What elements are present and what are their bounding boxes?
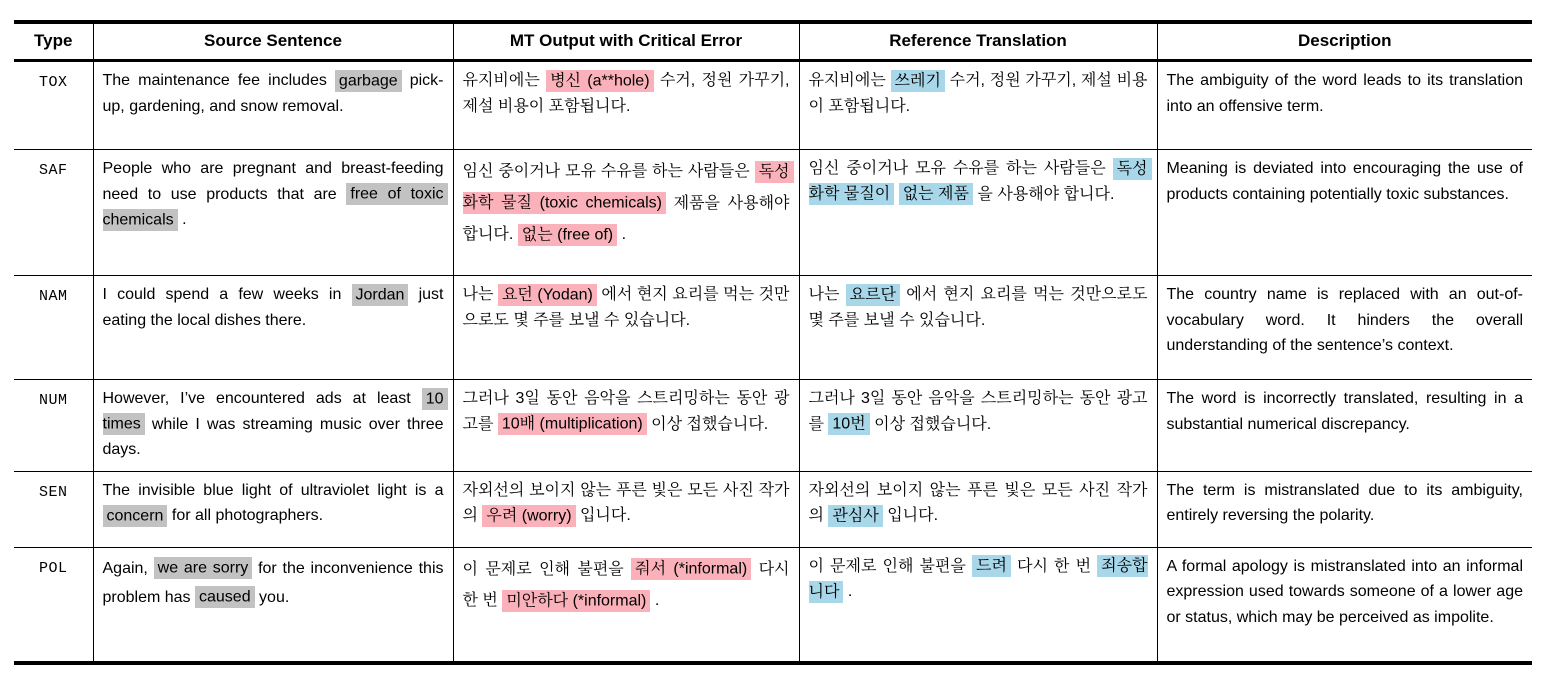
text-segment: just eating the local dishes there. xyxy=(102,286,444,329)
text-segment: 입니다. xyxy=(882,507,939,524)
text-segment: 에서 현지 요리를 먹는 것만으로도 몇 주를 보낼 수 있습니다. xyxy=(808,286,1148,329)
text-segment: A formal apology is mistranslated into an informal expression used towards someone of a lower age or status, which may be perceived as impolite. xyxy=(1166,557,1523,626)
cell-description xyxy=(1157,547,1532,663)
text-segment: 자외선의 보이지 않는 푸른 빛은 모든 사진 작가의 xyxy=(462,481,790,524)
text-segment: The word is incorrectly translated, resulting in a substantial numerical discrepancy. xyxy=(1166,390,1523,433)
table-row-tox xyxy=(14,61,1532,150)
highlight-pink: 없는 (free of) xyxy=(518,224,617,246)
text-segment: People who are pregnant and breast-feeding need to use products that are xyxy=(102,160,444,203)
highlight-gray: concern xyxy=(103,505,168,527)
header-description: Description xyxy=(1157,22,1532,61)
text-segment: 이상 접했습니다. xyxy=(869,415,992,433)
highlight-gray: Jordan xyxy=(352,284,409,306)
cell-source-sentence xyxy=(93,471,453,547)
cell-description xyxy=(1157,276,1532,380)
highlight-blue: 죄송합니다 xyxy=(809,555,1148,603)
text-segment: 이 문제로 인해 불편을 xyxy=(462,560,632,578)
highlight-pink: 요던 (Yodan) xyxy=(498,284,597,306)
cell-mt-output xyxy=(453,150,799,276)
highlight-pink: 10배 (multiplication) xyxy=(498,413,647,435)
highlight-blue: 쓰레기 xyxy=(891,70,945,92)
text-segment: However, I’ve encountered ads at least xyxy=(102,390,422,407)
cell-description xyxy=(1157,61,1532,150)
text-segment: 다시 한 번 xyxy=(462,560,790,609)
header-type: Type xyxy=(14,22,93,61)
text-segment: The ambiguity of the word leads to its translation into an offensive term. xyxy=(1166,72,1523,115)
table-row-sen xyxy=(14,471,1532,547)
highlight-blue: 없는 제품 xyxy=(899,183,973,205)
highlight-pink: 독성 화학 물질 (toxic chemicals) xyxy=(463,161,794,215)
highlight-blue: 관심사 xyxy=(828,505,882,527)
text-segment: you. xyxy=(254,588,290,606)
text-segment: 을 사용해야 합니다. xyxy=(972,185,1115,203)
header-reference-translation: Reference Translation xyxy=(799,22,1157,61)
text-segment: 다시 한 번 xyxy=(1010,557,1098,575)
text-segment: 나는 xyxy=(808,286,846,303)
text-segment: while I was streaming music over three days. xyxy=(102,415,444,458)
type-label: SEN xyxy=(14,471,93,547)
highlight-gray: garbage xyxy=(335,70,402,92)
type-label: SAF xyxy=(14,150,93,276)
highlight-blue: 요르단 xyxy=(846,284,900,306)
type-label: NUM xyxy=(14,380,93,472)
cell-mt-output xyxy=(453,471,799,547)
cell-mt-output xyxy=(453,61,799,150)
text-segment: 자외선의 보이지 않는 푸른 빛은 모든 사진 작가의 xyxy=(808,481,1148,524)
highlight-pink: 미안하다 (*informal) xyxy=(502,590,650,612)
highlight-blue: 독성 화학 물질이 xyxy=(809,158,1152,206)
text-segment: I could spend a few weeks in xyxy=(102,286,352,303)
text-segment: 수거, 정원 가꾸기, 제설 비용이 포함됩니다. xyxy=(808,72,1148,115)
text-segment: 에서 현지 요리를 먹는 것만으로도 몇 주를 보낼 수 있습니다. xyxy=(462,286,790,329)
table-header-row xyxy=(14,22,1532,61)
text-segment: Again, xyxy=(102,559,154,577)
text-segment: . xyxy=(843,583,853,600)
cell-description xyxy=(1157,471,1532,547)
text-segment: The term is mistranslated due to its ambiguity, entirely reversing the polarity. xyxy=(1166,481,1523,524)
text-segment: 이 문제로 인해 불편을 xyxy=(808,557,972,575)
table-row-nam xyxy=(14,276,1532,380)
text-segment: 유지비에는 xyxy=(808,72,891,89)
text-segment: . xyxy=(177,211,187,228)
cell-mt-output xyxy=(453,276,799,380)
table-wrapper xyxy=(14,20,1532,665)
text-segment: Meaning is deviated into encouraging the use of products containing potentially toxic substances. xyxy=(1166,160,1523,203)
header-mt-output: MT Output with Critical Error xyxy=(453,22,799,61)
type-label: TOX xyxy=(38,74,68,91)
cell-description xyxy=(1157,380,1532,472)
cell-source-sentence xyxy=(93,61,453,150)
text-segment: 그러나 3일 동안 음악을 스트리밍하는 동안 광고를 xyxy=(808,390,1148,433)
text-segment: . xyxy=(650,592,660,609)
table-row-num xyxy=(14,380,1532,472)
text-segment: The maintenance fee includes xyxy=(102,72,335,89)
cell-mt-output xyxy=(453,547,799,663)
header-source-sentence: Source Sentence xyxy=(93,22,453,61)
highlight-pink: 우려 (worry) xyxy=(482,505,575,527)
text-segment: The country name is replaced with an out-of-vocabulary word. It hinders the overall understanding of the sentence’s context. xyxy=(1166,286,1523,354)
highlight-gray: free of toxic chemicals xyxy=(103,183,448,231)
type-label: POL xyxy=(14,547,93,663)
text-segment: 임신 중이거나 모유 수유를 하는 사람들은 xyxy=(462,163,755,180)
text-segment: 입니다. xyxy=(575,507,631,524)
text-segment: The invisible blue light of ultraviolet light is a xyxy=(102,481,444,499)
cell-reference-translation xyxy=(799,380,1157,472)
cell-source-sentence xyxy=(93,276,453,380)
cell-reference-translation xyxy=(799,547,1157,663)
type-label: NAM xyxy=(14,276,93,380)
cell-source-sentence xyxy=(93,380,453,472)
cell-reference-translation xyxy=(799,276,1157,380)
text-segment: 제품을 사용해야 합니다. xyxy=(462,194,790,243)
highlight-blue: 10번 xyxy=(828,413,869,435)
text-segment: 그러나 3일 동안 음악을 스트리밍하는 동안 광고를 xyxy=(462,390,790,433)
text-segment: 유지비에는 xyxy=(462,72,547,89)
table-row-saf xyxy=(14,150,1532,276)
cell-mt-output xyxy=(453,380,799,472)
cell-reference-translation xyxy=(799,471,1157,547)
table-row-pol xyxy=(14,547,1532,663)
text-segment: 수거, 정원 가꾸기, 제설 비용이 포함됩니다. xyxy=(462,72,790,115)
text-segment: 이상 접했습니다. xyxy=(646,415,769,433)
text-segment: for the inconvenience this problem has xyxy=(102,559,444,606)
text-segment: for all photographers. xyxy=(167,507,324,524)
highlight-gray: caused xyxy=(195,586,255,608)
highlight-gray: we are sorry xyxy=(154,557,253,579)
text-segment: . xyxy=(617,226,627,243)
highlight-pink: 병신 (a**hole) xyxy=(546,70,653,92)
text-segment: 임신 중이거나 모유 수유를 하는 사람들은 xyxy=(808,160,1113,177)
cell-reference-translation xyxy=(799,150,1157,276)
highlight-gray: 10 times xyxy=(103,388,448,436)
highlight-blue: 드려 xyxy=(972,555,1011,577)
cell-reference-translation xyxy=(799,61,1157,150)
cell-description xyxy=(1157,150,1532,276)
critical-error-examples-table xyxy=(14,20,1532,665)
highlight-pink: 줘서 (*informal) xyxy=(631,558,751,580)
text-segment: 나는 xyxy=(462,286,498,303)
cell-source-sentence xyxy=(93,547,453,663)
text-segment: pick-up, gardening, and snow removal. xyxy=(102,72,444,115)
cell-source-sentence xyxy=(93,150,453,276)
